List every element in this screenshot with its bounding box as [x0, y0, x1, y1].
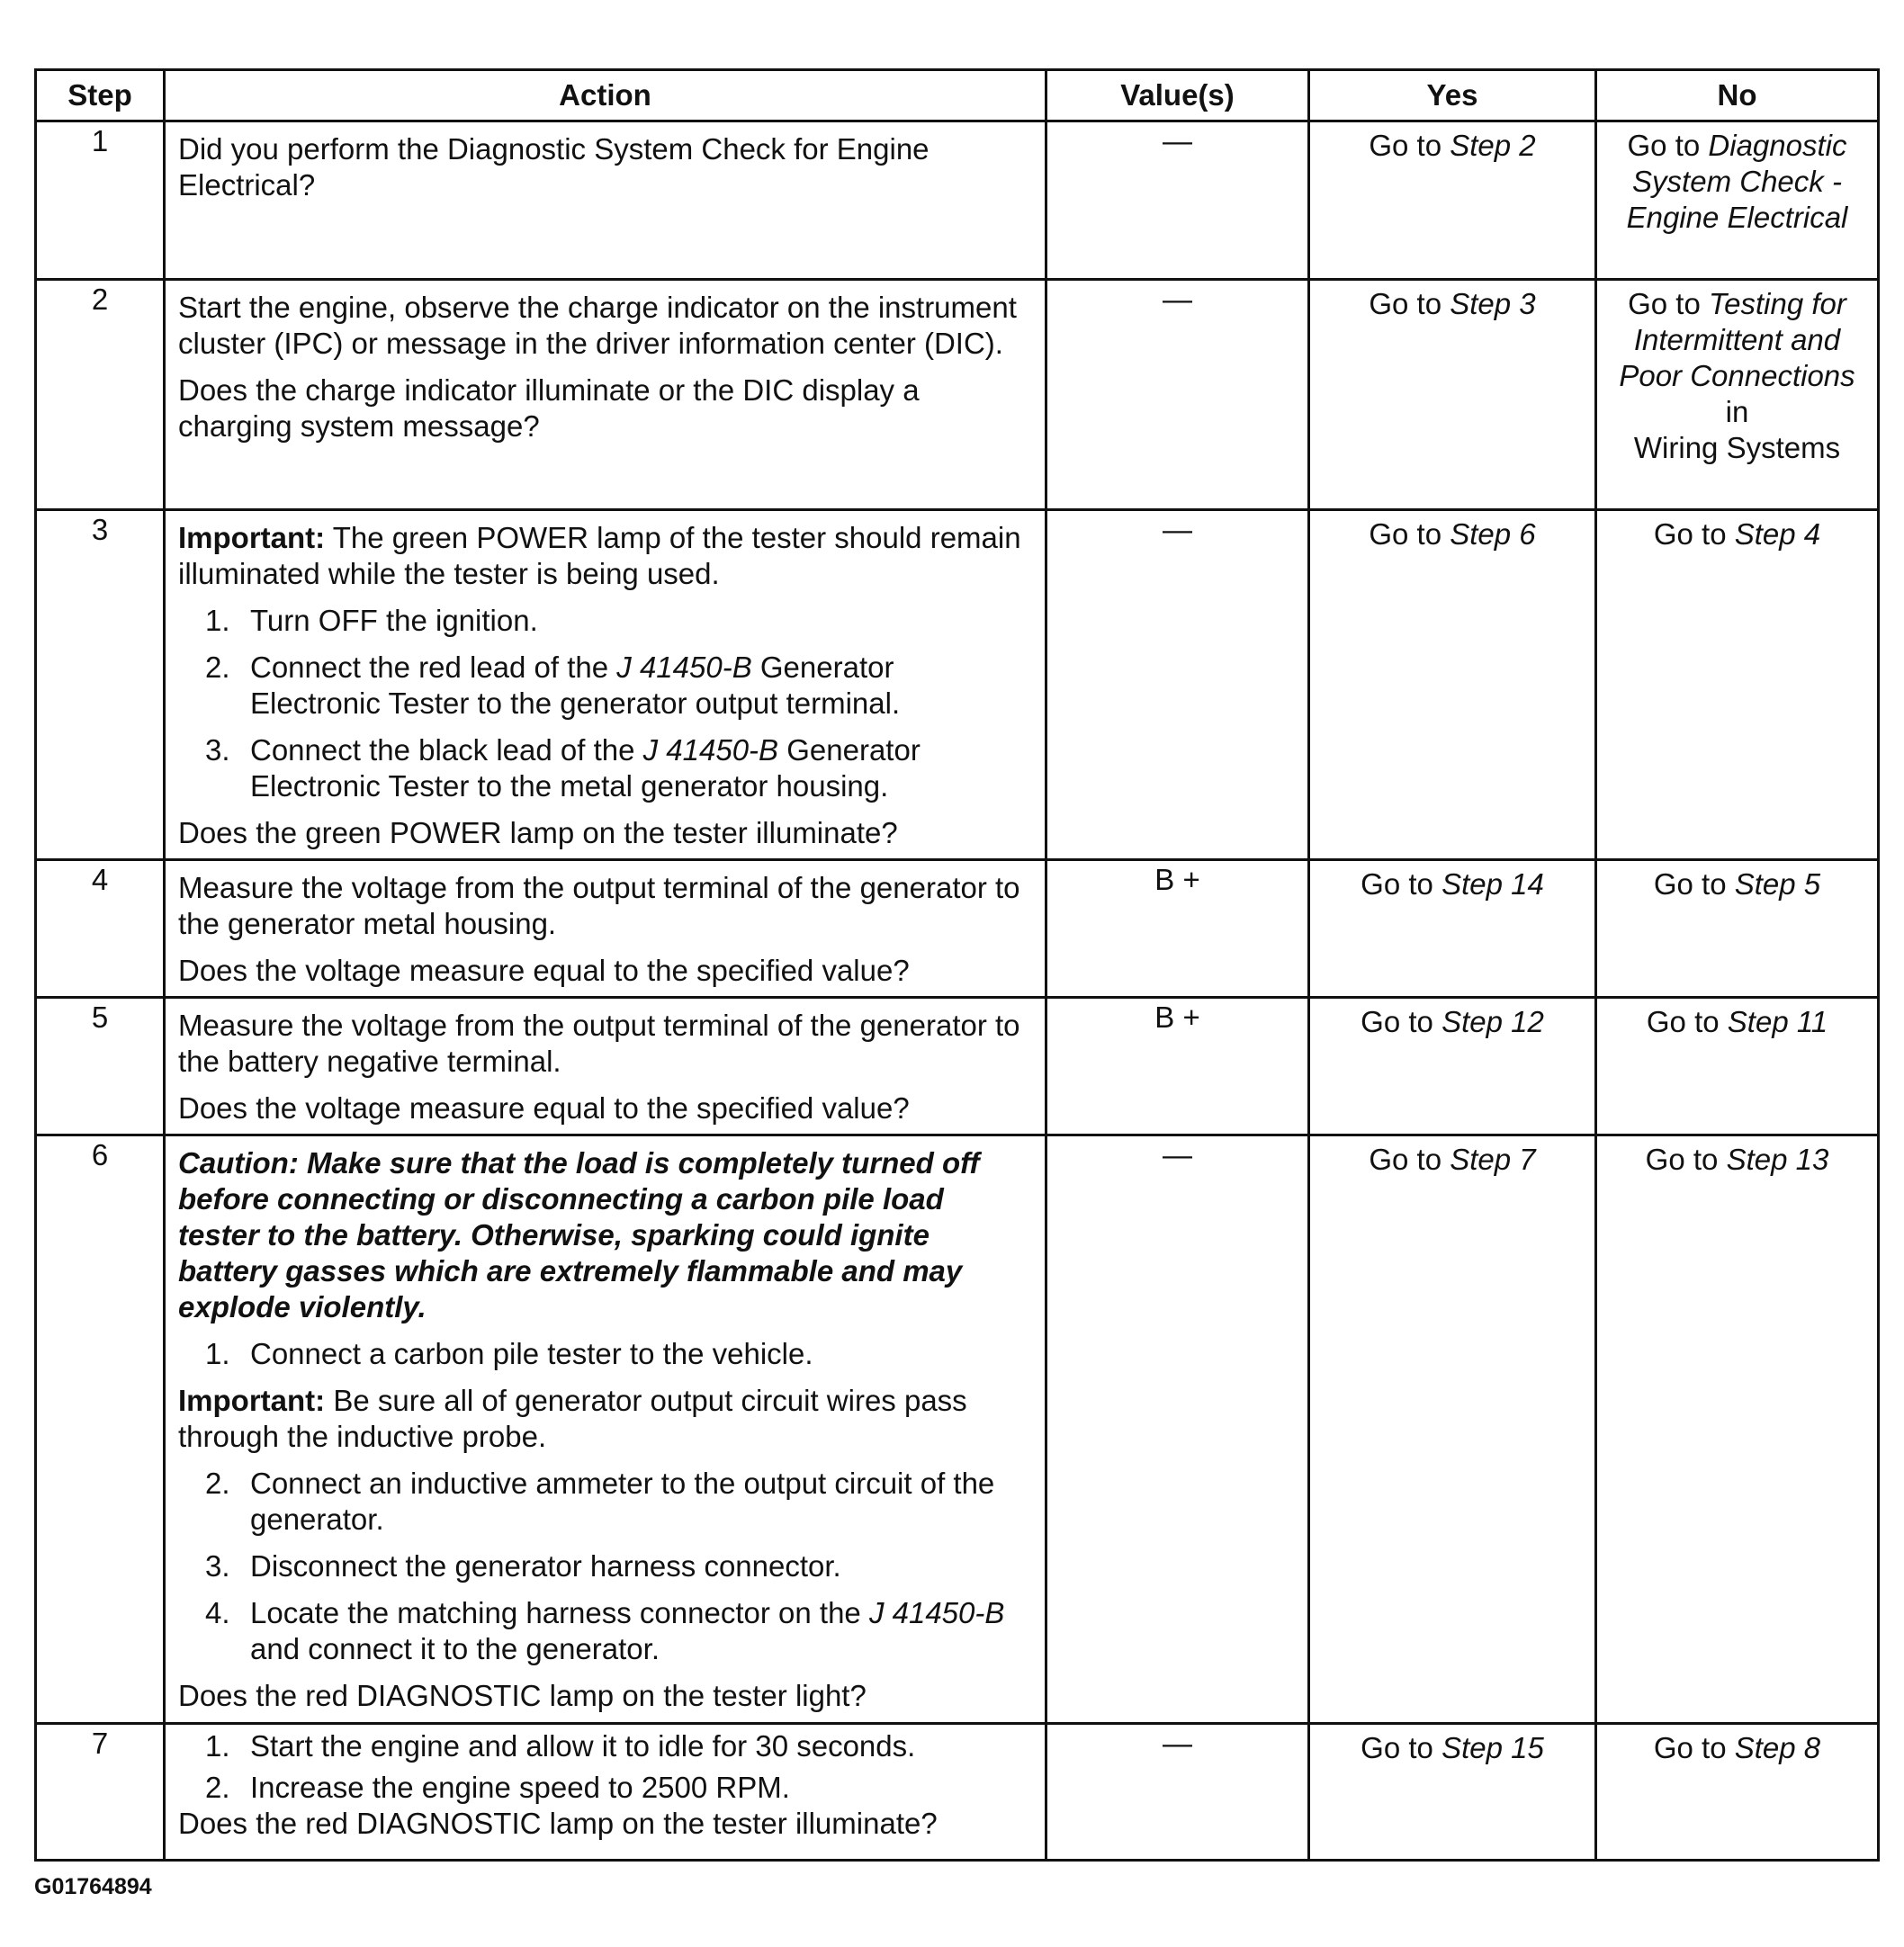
no-prefix: Go to — [1653, 867, 1735, 901]
yes-cell — [1309, 280, 1596, 510]
no-cell — [1596, 860, 1879, 998]
item-text: Disconnect the generator harness connector. — [250, 1549, 841, 1583]
yes-step-link[interactable]: Step 6 — [1450, 517, 1536, 551]
tool-name: J 41450-B — [616, 650, 752, 684]
no-cell — [1596, 121, 1879, 280]
action-question: Does the voltage measure equal to the specified value? — [178, 954, 910, 987]
header-no: No — [1596, 70, 1879, 121]
no-prefix: Go to — [1653, 517, 1735, 551]
figure-id: G01764894 — [34, 1874, 152, 1899]
no-step-link[interactable]: Step 13 — [1726, 1143, 1829, 1176]
header-row — [36, 70, 1879, 121]
yes-step-link[interactable]: Step 12 — [1441, 1005, 1544, 1038]
no-step-link[interactable]: Step 5 — [1734, 867, 1821, 901]
tool-name: J 41450-B — [642, 733, 779, 767]
item-number: 2. — [205, 1467, 230, 1500]
important-label: Important: — [178, 1384, 326, 1417]
no-cell — [1596, 1135, 1879, 1724]
action-cell — [165, 510, 1046, 860]
important-text: The green POWER lamp of the tester should remain illuminated while the tester is being used. — [178, 521, 1021, 590]
header-action: Action — [165, 70, 1046, 121]
action-question: Does the red DIAGNOSTIC lamp on the tester illuminate? — [178, 1807, 938, 1840]
yes-prefix: Go to — [1361, 1731, 1442, 1764]
list-item — [178, 1595, 1032, 1667]
item-number: 1. — [205, 604, 230, 637]
no-procedure-link[interactable]: Testing for Intermittent and Poor Connections — [1619, 287, 1855, 392]
yes-cell — [1309, 1135, 1596, 1724]
yes-cell — [1309, 121, 1596, 280]
yes-step-link[interactable]: Step 7 — [1450, 1143, 1536, 1176]
no-prefix: Go to — [1645, 1143, 1727, 1176]
value-cell: — — [1046, 280, 1309, 510]
value-cell: — — [1046, 1724, 1309, 1861]
item-number: 2. — [205, 650, 230, 684]
list-item — [178, 603, 1032, 639]
table-row — [36, 1135, 1879, 1724]
action-text: Measure the voltage from the output terminal of the generator to the battery negative terminal. — [178, 1009, 1020, 1078]
value-cell: — — [1046, 1135, 1309, 1724]
tool-name: J 41450-B — [868, 1596, 1005, 1629]
header-values: Value(s) — [1046, 70, 1309, 121]
no-procedure-link[interactable]: Diagnostic System Check - Engine Electrical — [1626, 129, 1848, 234]
item-number: 4. — [205, 1596, 230, 1629]
item-text: Generator Electronic Tester to the metal generator housing. — [250, 733, 921, 803]
yes-prefix: Go to — [1369, 287, 1450, 320]
action-text: Measure the voltage from the output terminal of the generator to the generator metal housing. — [178, 871, 1020, 940]
header-yes: Yes — [1309, 70, 1596, 121]
item-text: Generator Electronic Tester to the generator output terminal. — [250, 650, 901, 720]
table-row — [36, 121, 1879, 280]
action-cell — [165, 1135, 1046, 1724]
action-question: Does the green POWER lamp on the tester illuminate? — [178, 816, 898, 849]
table-row — [36, 860, 1879, 998]
item-number: 3. — [205, 1549, 230, 1583]
list-item — [178, 1770, 1032, 1806]
action-cell — [165, 860, 1046, 998]
item-text: Connect the red lead of the — [250, 650, 617, 684]
no-prefix: Go to — [1646, 1005, 1728, 1038]
no-step-link[interactable]: Step 11 — [1727, 1005, 1828, 1038]
table-row — [36, 1724, 1879, 1861]
action-cell — [165, 998, 1046, 1135]
action-question: Does the red DIAGNOSTIC lamp on the tester light? — [178, 1679, 867, 1712]
yes-prefix: Go to — [1369, 517, 1450, 551]
yes-prefix: Go to — [1369, 129, 1450, 162]
item-text: Turn OFF the ignition. — [250, 604, 538, 637]
step-number: 2 — [36, 280, 165, 510]
step-number: 6 — [36, 1135, 165, 1724]
no-prefix: Go to — [1628, 287, 1709, 320]
no-in-text: in — [1725, 395, 1749, 428]
step-number: 1 — [36, 121, 165, 280]
yes-cell — [1309, 510, 1596, 860]
item-text: Start the engine and allow it to idle for 30 seconds. — [250, 1729, 916, 1763]
yes-prefix: Go to — [1361, 867, 1442, 901]
action-cell — [165, 1724, 1046, 1861]
item-number: 1. — [205, 1729, 230, 1763]
list-item — [178, 732, 1032, 804]
diagnostic-table-sheet — [34, 68, 1877, 1862]
yes-step-link[interactable]: Step 3 — [1450, 287, 1536, 320]
action-cell — [165, 121, 1046, 280]
important-note — [178, 1383, 1032, 1455]
important-label: Important: — [178, 521, 326, 554]
list-item — [178, 1336, 1032, 1372]
list-item — [178, 1466, 1032, 1538]
header-step: Step — [36, 70, 165, 121]
step-number: 7 — [36, 1724, 165, 1861]
action-text: Did you perform the Diagnostic System Check for Engine Electrical? — [178, 132, 930, 202]
item-number: 2. — [205, 1771, 230, 1804]
action-question: Does the voltage measure equal to the specified value? — [178, 1091, 910, 1125]
action-question: Does the charge indicator illuminate or the DIC display a charging system message? — [178, 373, 920, 443]
item-text: Connect a carbon pile tester to the vehicle. — [250, 1337, 813, 1370]
yes-cell — [1309, 1724, 1596, 1861]
list-item — [178, 1548, 1032, 1584]
list-item — [178, 1728, 1032, 1764]
important-text: Be sure all of generator output circuit wires pass through the inductive probe. — [178, 1384, 967, 1453]
yes-cell — [1309, 998, 1596, 1135]
action-cell — [165, 280, 1046, 510]
yes-step-link[interactable]: Step 2 — [1450, 129, 1536, 162]
no-cell — [1596, 998, 1879, 1135]
no-cell — [1596, 280, 1879, 510]
important-note — [178, 520, 1032, 592]
item-number: 3. — [205, 733, 230, 767]
item-text: Locate the matching harness connector on the — [250, 1596, 869, 1629]
yes-step-link[interactable]: Step 15 — [1441, 1731, 1544, 1764]
yes-cell — [1309, 860, 1596, 998]
value-cell: B + — [1046, 860, 1309, 998]
step-number: 5 — [36, 998, 165, 1135]
item-text: Increase the engine speed to 2500 RPM. — [250, 1771, 790, 1804]
item-text: Connect the black lead of the — [250, 733, 643, 767]
table-row — [36, 510, 1879, 860]
caution-note: Caution: Make sure that the load is completely turned off before connecting or disconnecting a carbon pile load tester to the battery. Otherwise, sparking could ignite battery gasses which are extremely flammable and may explode violently. — [178, 1146, 980, 1323]
no-cell — [1596, 510, 1879, 860]
yes-prefix: Go to — [1369, 1143, 1450, 1176]
value-cell: — — [1046, 121, 1309, 280]
no-step-link[interactable]: Step 8 — [1734, 1731, 1821, 1764]
value-cell: — — [1046, 510, 1309, 860]
item-text: and connect it to the generator. — [250, 1632, 660, 1665]
no-cell — [1596, 1724, 1879, 1861]
table-row — [36, 280, 1879, 510]
diagnostic-table — [34, 68, 1880, 1862]
step-number: 4 — [36, 860, 165, 998]
action-text: Start the engine, observe the charge indicator on the instrument cluster (IPC) or message in the driver information center (DIC). — [178, 291, 1017, 360]
table-row — [36, 998, 1879, 1135]
no-step-link[interactable]: Step 4 — [1734, 517, 1821, 551]
no-prefix: Go to — [1627, 129, 1709, 162]
item-text: Connect an inductive ammeter to the output circuit of the generator. — [250, 1467, 995, 1536]
item-number: 1. — [205, 1337, 230, 1370]
yes-prefix: Go to — [1361, 1005, 1442, 1038]
no-prefix: Go to — [1653, 1731, 1735, 1764]
list-item — [178, 650, 1032, 722]
yes-step-link[interactable]: Step 14 — [1441, 867, 1544, 901]
value-cell: B + — [1046, 998, 1309, 1135]
step-number: 3 — [36, 510, 165, 860]
no-suffix-text: Wiring Systems — [1633, 431, 1841, 464]
